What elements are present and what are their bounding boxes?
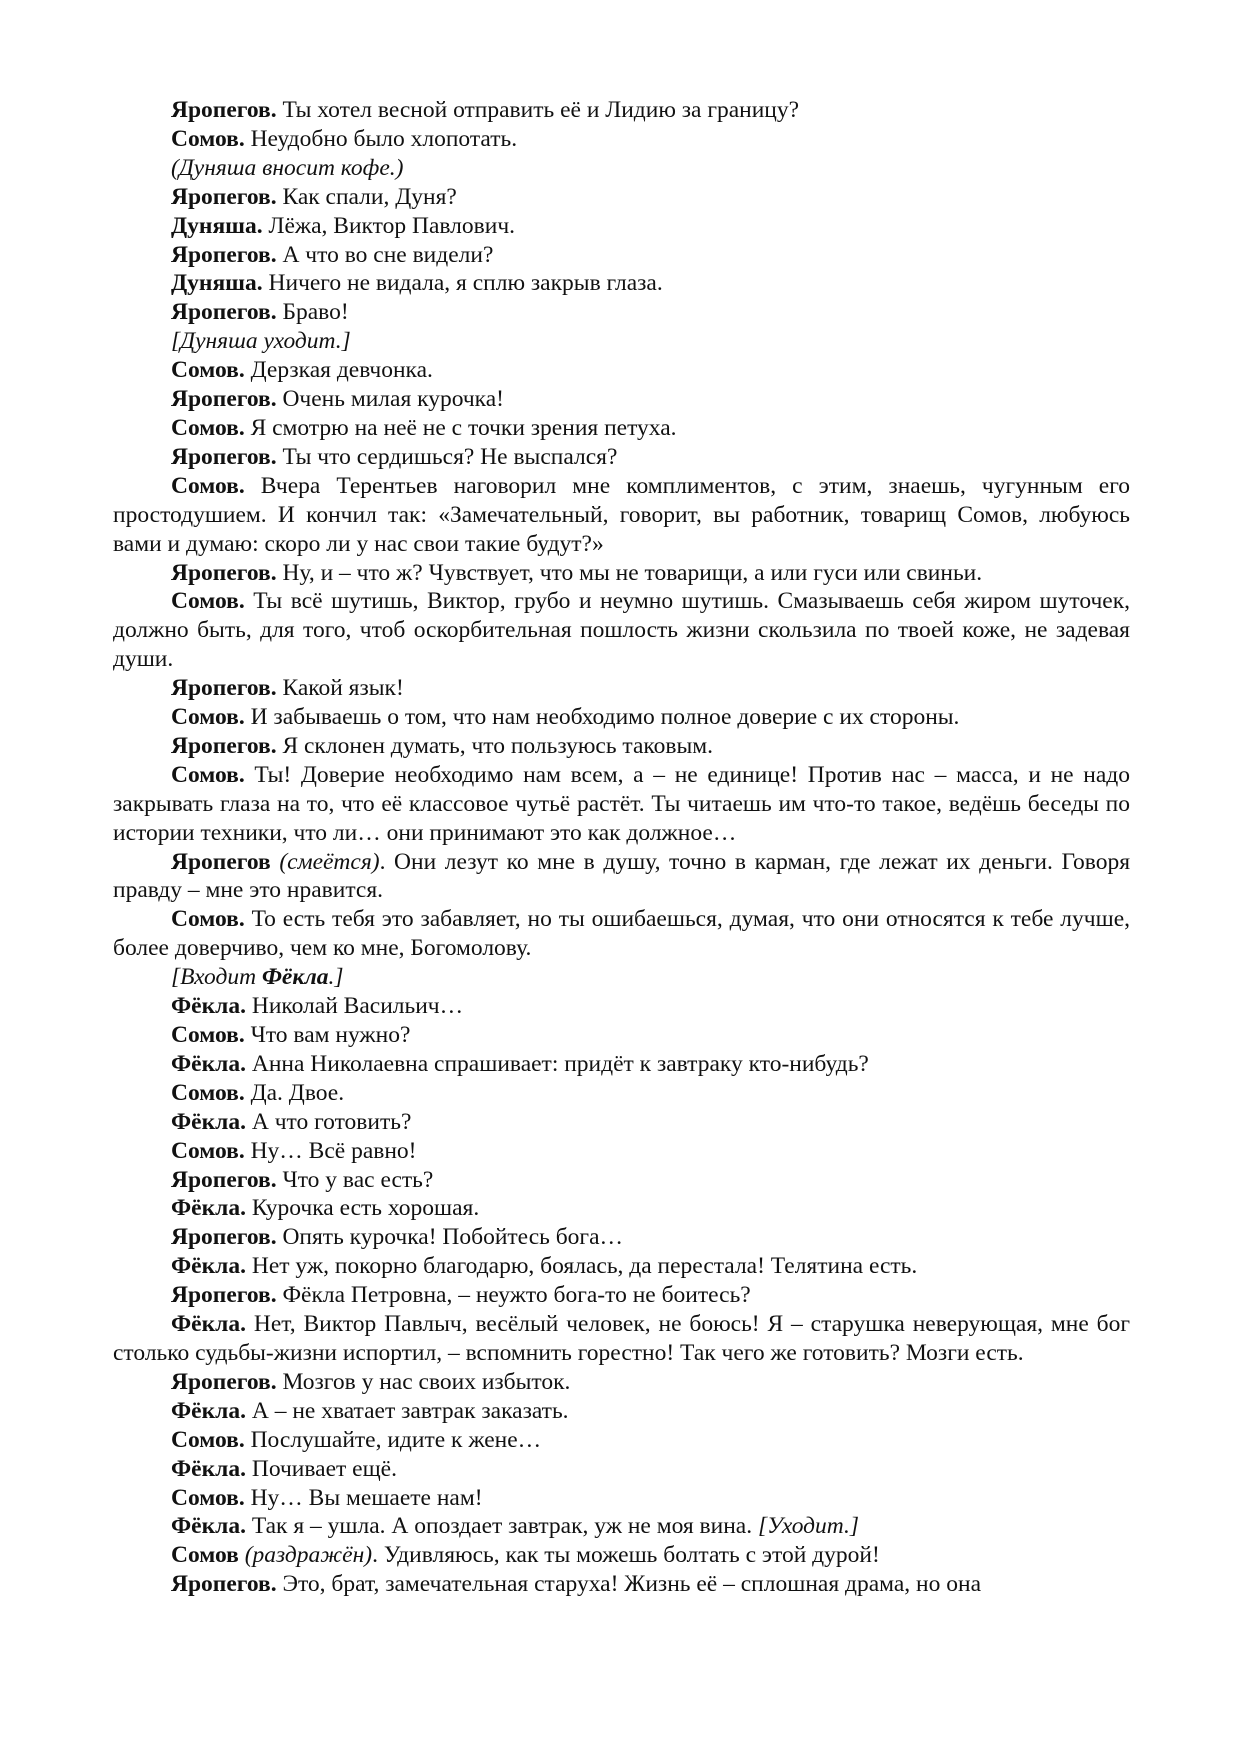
dialogue-line [113, 125, 1130, 154]
dialogue-line [113, 414, 1130, 443]
stage-direction-text: [Дуняша уходит.] [171, 328, 351, 355]
dialogue-text: Ты всё шутишь, Виктор, грубо и неумно шутишь. Смазываешь себя жиром шуточек, должно быть, для того, чтоб оскорбительная пошлость жизни скользила по твоей коже, не задевая души. [113, 588, 1130, 673]
speaker-name: Сомов. [171, 1426, 245, 1453]
speaker-name: Яропегов. [171, 443, 277, 470]
dialogue-text: Ну, и – что ж? Чувствует, что мы не товарищи, а или гуси или свиньи. [282, 559, 983, 586]
speaker-name: Яропегов. [171, 241, 277, 268]
dialogue-line [113, 1310, 1130, 1368]
speaker-name: Фёкла. [171, 1513, 246, 1540]
dialogue-text: Как спали, Дуня? [282, 183, 457, 210]
dialogue-line [113, 848, 1130, 906]
speaker-name: Сомов. [171, 761, 245, 788]
dialogue-line [113, 96, 1130, 125]
dialogue-text: Да. Двое. [250, 1079, 345, 1106]
dialogue-text: А что во сне видели? [282, 241, 494, 268]
dialogue-text: Нет уж, покорно благодарю, боялась, да перестала! Телятина есть. [251, 1253, 918, 1280]
dialogue-text: Я смотрю на неё не с точки зрения петуха. [250, 414, 677, 441]
dialogue-line [113, 1368, 1130, 1397]
dialogue-line [113, 703, 1130, 732]
speaker-name: Фёкла. [171, 1311, 246, 1338]
speaker-name: Яропегов. [171, 675, 277, 702]
dialogue-line [113, 356, 1130, 385]
dialogue-line [113, 1194, 1130, 1223]
speaker-name: Дуняша. [171, 212, 263, 239]
speaker-name: Дуняша. [171, 270, 263, 297]
dialogue-text: Что у вас есть? [282, 1166, 434, 1193]
dialogue-text: Ну… Всё равно! [250, 1137, 417, 1164]
dialogue-text: А – не хватает завтрак заказать. [251, 1397, 569, 1424]
dialogue-line [113, 1252, 1130, 1281]
speaker-name: Сомов. [171, 588, 245, 615]
stage-direction [113, 154, 1130, 183]
speaker-name: Яропегов. [171, 1166, 277, 1193]
speaker-name: Фёкла. [171, 1253, 246, 1280]
speaker-name: Фёкла. [171, 1455, 246, 1482]
dialogue-text: . Удивляюсь, как ты можешь болтать с этой дурой! [372, 1542, 880, 1569]
speaker-name: Фёкла. [171, 1050, 246, 1077]
dialogue-text: Послушайте, идите к жене… [250, 1426, 542, 1453]
speaker-remark: (смеётся) [279, 848, 380, 875]
speaker-name: Яропегов [171, 848, 271, 875]
speaker-name: Яропегов. [171, 299, 277, 326]
dialogue-line [113, 241, 1130, 270]
dialogue-line [113, 761, 1130, 848]
dialogue-text: Неудобно было хлопотать. [250, 125, 518, 152]
speaker-name: Яропегов. [171, 97, 277, 123]
dialogue-text: Дерзкая девчонка. [250, 357, 433, 384]
dialogue-text: Фёкла Петровна, – неужто бога-то не боитесь? [282, 1282, 751, 1309]
dialogue-text: Анна Николаевна спрашивает: придёт к завтраку кто-нибудь? [251, 1050, 869, 1077]
dialogue-line [113, 674, 1130, 703]
speaker-name: Яропегов. [171, 1571, 277, 1598]
speaker-name: Сомов. [171, 1484, 245, 1511]
play-text-page [113, 96, 1130, 1599]
dialogue-line [113, 1166, 1130, 1195]
dialogue-text: Вчера Терентьев наговорил мне комплиментов, с этим, знаешь, чугунным его простодушием. И кончил так: «Замечательный, говорит, вы работник, товарищ Сомов, любуюсь вами и думаю: скоро ли у нас свои такие будут?» [113, 472, 1131, 557]
speaker-name: Яропегов. [171, 386, 277, 413]
speaker-name: Сомов. [171, 472, 245, 499]
dialogue-text: Так я – ушла. А опоздает завтрак, уж не моя вина. [251, 1513, 753, 1540]
dialogue-line [113, 443, 1130, 472]
dialogue-text: Курочка есть хорошая. [251, 1195, 480, 1222]
dialogue-text: А что готовить? [251, 1108, 412, 1135]
dialogue-line [113, 1108, 1130, 1137]
stage-direction [113, 963, 1130, 992]
dialogue-text: . Они лезут ко мне в душу, точно в карман, где лежат их деньги. Говоря правду – мне это нравится. [113, 848, 1130, 904]
speaker-remark: (раздражён) [244, 1542, 373, 1569]
speaker-name: Яропегов. [171, 1224, 277, 1251]
speaker-name: Сомов. [171, 704, 245, 731]
speaker-name: Фёкла. [171, 1397, 246, 1424]
speaker-name: Яропегов. [171, 732, 277, 759]
dialogue-line [113, 559, 1130, 588]
stage-direction-text: .] [328, 964, 344, 991]
dialogue-text: Опять курочка! Побойтесь бога… [282, 1224, 623, 1251]
dialogue-line [113, 183, 1130, 212]
speaker-name: Фёкла. [171, 1195, 246, 1222]
dialogue-line [113, 1137, 1130, 1166]
dialogue-text: Лёжа, Виктор Павлович. [268, 212, 516, 239]
dialogue-line [113, 472, 1130, 559]
dialogue-text: Ну… Вы мешаете нам! [250, 1484, 483, 1511]
dialogue-line [113, 269, 1130, 298]
stage-direction-inline: [Уходит.] [758, 1513, 860, 1540]
dialogue-line [113, 1079, 1130, 1108]
dialogue-line [113, 1455, 1130, 1484]
dialogue-line [113, 732, 1130, 761]
dialogue-line [113, 1021, 1130, 1050]
speaker-name: Сомов. [171, 1137, 245, 1164]
dialogue-line [113, 1397, 1130, 1426]
stage-direction-text: [Входит [171, 964, 262, 991]
speaker-name: Сомов. [171, 414, 245, 441]
dialogue-line [113, 1223, 1130, 1252]
speaker-name: Сомов. [171, 1079, 245, 1106]
dialogue-text: Это, брат, замечательная старуха! Жизнь её – сплошная драма, но она [282, 1571, 981, 1598]
speaker-name: Яропегов. [171, 559, 277, 586]
dialogue-text: Мозгов у нас своих избыток. [282, 1368, 571, 1395]
dialogue-line [113, 1050, 1130, 1079]
dialogue-line [113, 1426, 1130, 1455]
dialogue-line [113, 1484, 1130, 1513]
dialogue-line [113, 1512, 1130, 1541]
dialogue-text: Нет, Виктор Павлыч, весёлый человек, не боюсь! Я – старушка неверующая, мне бог столько судьбы-жизни испортил, – вспомнить горестно! Так чего же готовить? Мозги есть. [113, 1311, 1131, 1366]
speaker-name: Яропегов. [171, 1368, 277, 1395]
dialogue-text: И забываешь о том, что нам необходимо полное доверие с их стороны. [250, 704, 960, 731]
dialogue-line [113, 1541, 1130, 1570]
dialogue-text: Ты что сердишься? Не выспался? [282, 443, 618, 470]
speaker-name: Сомов. [171, 125, 245, 152]
dialogue-line [113, 1570, 1130, 1599]
speaker-name: Фёкла. [171, 1108, 246, 1135]
dialogue-text: Ты! Доверие необходимо нам всем, а – не единице! Против нас – масса, и не надо закрывать глаза на то, что её классовое чутьё растёт. Ты читаешь им что-то такое, ведёшь беседы по истории техники, что ли… они принимают это как должное… [113, 761, 1131, 846]
dialogue-text: То есть тебя это забавляет, но ты ошибаешься, думая, что они относятся к тебе лучше, более доверчиво, чем ко мне, Богомолову. [113, 906, 1130, 962]
dialogue-text: Какой язык! [282, 675, 404, 702]
speaker-name: Сомов. [171, 1022, 245, 1048]
dialogue-line [113, 905, 1130, 963]
dialogue-line [113, 587, 1130, 674]
speaker-name: Сомов. [171, 357, 245, 384]
dialogue-text: Браво! [282, 299, 349, 326]
dialogue-text: Что вам нужно? [250, 1022, 411, 1048]
dialogue-line [113, 992, 1130, 1021]
dialogue-line [113, 298, 1130, 327]
dialogue-line [113, 212, 1130, 241]
dialogue-text: Почивает ещё. [251, 1455, 397, 1482]
dialogue-text: Ты хотел весной отправить её и Лидию за границу? [282, 97, 800, 123]
dialogue-text: Ничего не видала, я сплю закрыв глаза. [268, 270, 663, 297]
speaker-name: Сомов. [171, 906, 245, 933]
dialogue-text: Очень милая курочка! [282, 386, 504, 413]
speaker-name: Яропегов. [171, 1282, 277, 1309]
dialogue-text: Николай Васильич… [251, 993, 464, 1020]
stage-direction-text: (Дуняша вносит кофе.) [171, 154, 404, 181]
dialogue-text: Я склонен думать, что пользуюсь таковым. [282, 732, 714, 759]
speaker-name: Сомов [171, 1542, 239, 1569]
stage-direction [113, 327, 1130, 356]
speaker-name: Яропегов. [171, 183, 277, 210]
stage-direction-character: Фёкла [261, 964, 329, 991]
dialogue-line [113, 1281, 1130, 1310]
dialogue-line [113, 385, 1130, 414]
speaker-name: Фёкла. [171, 993, 246, 1020]
